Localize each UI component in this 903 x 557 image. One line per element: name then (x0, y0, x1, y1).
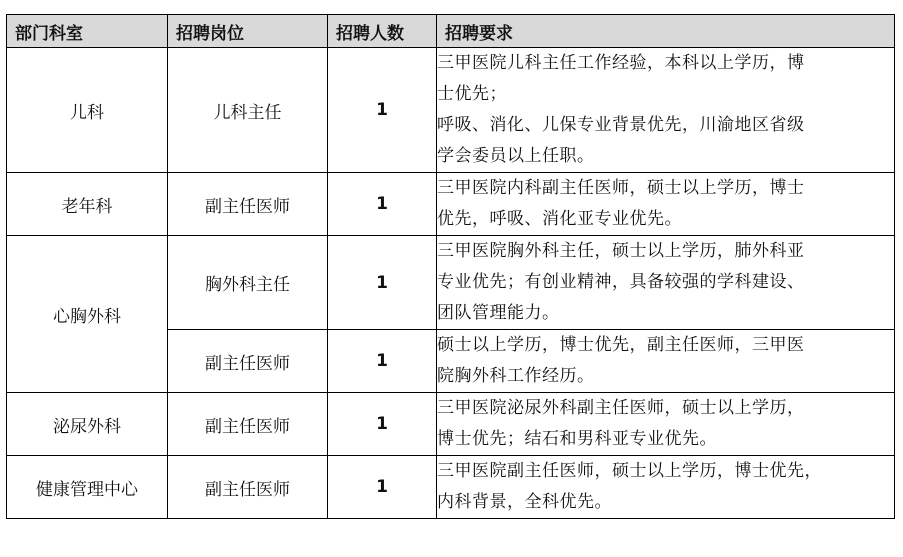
requirement-line: 三甲医院胸外科主任，硕士以上学历，肺外科亚 (437, 241, 805, 261)
requirements-cell (437, 173, 895, 236)
requirements-cell (437, 456, 895, 519)
requirement-line: 博士优先；结石和男科亚专业优先。 (437, 429, 717, 449)
requirements-cell (437, 236, 895, 330)
position-cell: 副主任医师 (168, 393, 328, 456)
table-row (7, 393, 895, 456)
table-row (7, 48, 895, 173)
recruitment-table (6, 14, 895, 519)
count-cell: 1 (328, 330, 437, 393)
requirement-line: 三甲医院内科副主任医师，硕士以上学历，博士 (437, 178, 805, 198)
dept-cell: 健康管理中心 (7, 456, 168, 519)
position-cell: 儿科主任 (168, 48, 328, 173)
table-row (7, 236, 895, 330)
dept-cell: 老年科 (7, 173, 168, 236)
count-cell: 1 (328, 393, 437, 456)
requirement-line: 三甲医院副主任医师，硕士以上学历，博士优先， (437, 461, 822, 481)
header-count: 招聘人数 (328, 15, 437, 48)
requirement-line: 呼吸、消化、儿保专业背景优先，川渝地区省级 (437, 115, 805, 135)
table-row (7, 173, 895, 236)
requirement-line: 三甲医院儿科主任工作经验，本科以上学历，博 (437, 53, 805, 73)
header-position: 招聘岗位 (168, 15, 328, 48)
requirement-line: 团队管理能力。 (437, 303, 560, 323)
requirement-line: 学会委员以上任职。 (437, 146, 595, 166)
requirement-line: 内科背景，全科优先。 (437, 492, 612, 512)
requirement-line: 硕士以上学历，博士优先，副主任医师，三甲医 (437, 335, 805, 355)
requirements-cell (437, 393, 895, 456)
requirement-line: 专业优先；有创业精神，具备较强的学科建设、 (437, 272, 805, 292)
table-row (7, 456, 895, 519)
position-cell: 副主任医师 (168, 330, 328, 393)
requirement-line: 优先，呼吸、消化亚专业优先。 (437, 209, 682, 229)
requirement-line: 院胸外科工作经历。 (437, 366, 595, 386)
position-cell: 副主任医师 (168, 173, 328, 236)
requirement-line: 三甲医院泌尿外科副主任医师，硕士以上学历， (437, 398, 805, 418)
requirement-line: 士优先； (437, 84, 507, 104)
requirements-cell (437, 330, 895, 393)
count-cell: 1 (328, 48, 437, 173)
count-cell: 1 (328, 456, 437, 519)
table-header-row (7, 15, 895, 48)
count-cell: 1 (328, 236, 437, 330)
requirements-cell (437, 48, 895, 173)
dept-cell: 泌尿外科 (7, 393, 168, 456)
dept-cell: 心胸外科 (7, 236, 168, 393)
count-cell: 1 (328, 173, 437, 236)
position-cell: 胸外科主任 (168, 236, 328, 330)
dept-cell: 儿科 (7, 48, 168, 173)
header-requirements: 招聘要求 (437, 15, 895, 48)
position-cell: 副主任医师 (168, 456, 328, 519)
header-dept: 部门科室 (7, 15, 168, 48)
